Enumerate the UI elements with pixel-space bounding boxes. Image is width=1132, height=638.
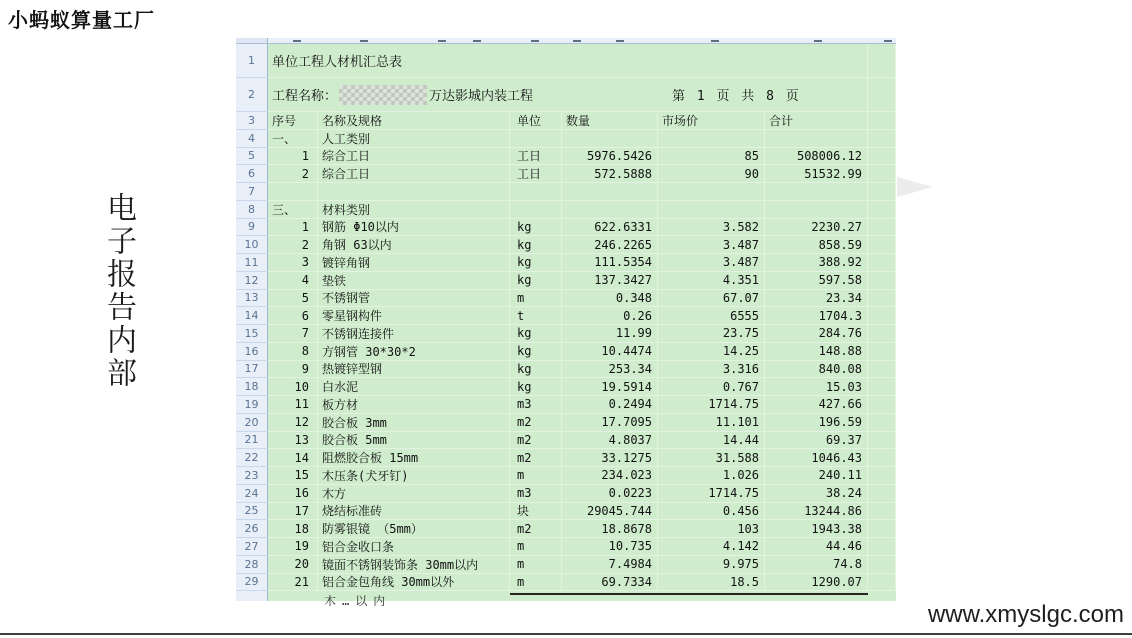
cell-unit[interactable]: 工日 [510,148,562,166]
row-number[interactable]: 3 [236,112,268,130]
table-row [236,520,896,538]
cell-unit[interactable]: m [510,467,562,485]
cell-total[interactable]: 508006.12 [765,148,868,166]
cell-name[interactable]: 综合工日 [318,165,510,183]
cell-extra[interactable] [868,325,896,343]
cell-seq[interactable]: 15 [268,467,318,485]
cell-qty[interactable]: 10.4474 [562,343,658,361]
table-row [236,432,896,450]
sheet-title: 单位工程人材机汇总表 [272,55,403,70]
cell-extra[interactable] [868,201,896,219]
cell-seq[interactable]: 14 [268,449,318,467]
cell-extra[interactable] [868,254,896,272]
cell-unit[interactable]: kg [510,325,562,343]
cell-name[interactable]: 烧结标准砖 [318,503,510,521]
row-number[interactable]: 27 [236,538,268,556]
cell-qty[interactable]: 17.7095 [562,414,658,432]
row-number[interactable]: 17 [236,361,268,379]
cell-price[interactable]: 103 [658,520,765,538]
cell-qty[interactable]: 69.7334 [562,574,658,592]
summary-row-top-border [510,593,868,595]
row-number[interactable]: 19 [236,396,268,414]
cell-seq[interactable]: 11 [268,396,318,414]
cell-name[interactable]: 不锈钢管 [318,290,510,308]
table-row [236,44,896,78]
row-number[interactable]: 14 [236,307,268,325]
cell-name[interactable]: 人工类别 [318,130,510,148]
watermark-vertical-left: 电子报告内部 [101,192,136,390]
cell-seq[interactable]: 10 [268,378,318,396]
cell-extra[interactable] [868,183,896,201]
row-number[interactable]: 26 [236,520,268,538]
cell-total[interactable]: 840.08 [765,361,868,379]
cell-qty[interactable]: 19.5914 [562,378,658,396]
table-row [236,165,896,183]
cell-name[interactable]: 木压条(犬牙钉) [318,467,510,485]
cell-qty[interactable]: 4.8037 [562,432,658,450]
column-letter-remnant [293,40,301,42]
table-header-row [236,112,896,130]
cell-extra[interactable] [868,148,896,166]
cell-qty[interactable]: 622.6331 [562,219,658,237]
cell-name[interactable]: 综合工日 [318,148,510,166]
cell-name[interactable]: 胶合板 5mm [318,432,510,450]
table-row [236,148,896,166]
cell-qty[interactable]: 33.1275 [562,449,658,467]
table-row-partial [236,591,896,609]
cell-qty[interactable]: 572.5888 [562,165,658,183]
cell-name[interactable]: 材料类别 [318,201,510,219]
bottom-border-line [0,633,1132,635]
row-number[interactable]: 15 [236,325,268,343]
cell-price[interactable] [658,201,765,219]
cell-extra[interactable] [868,78,896,112]
cell-name[interactable]: 镀锌角钢 [318,254,510,272]
cell-seq[interactable]: 1 [268,219,318,237]
cell-unit[interactable] [510,201,562,219]
row-number[interactable]: 9 [236,219,268,237]
cell-extra[interactable] [868,272,896,290]
cell-name[interactable]: 板方材 [318,396,510,414]
cell-unit[interactable]: 块 [510,503,562,521]
cell-total[interactable]: 74.8 [765,556,868,574]
cell-qty[interactable]: 0.2494 [562,396,658,414]
cell-qty[interactable]: 253.34 [562,361,658,379]
cell-name[interactable]: 热镀锌型钢 [318,361,510,379]
cell-name[interactable]: 铝合金收口条 [318,538,510,556]
column-letter-remnant [814,40,822,42]
cell-name[interactable]: 白水泥 [318,378,510,396]
column-letter-remnant [616,40,624,42]
cell-extra[interactable] [868,219,896,237]
cell-unit[interactable] [510,183,562,201]
column-header-seq[interactable]: 序号 [268,112,318,130]
cell-unit[interactable]: kg [510,219,562,237]
cell-qty[interactable]: 18.8678 [562,520,658,538]
cell-extra[interactable] [868,112,896,130]
table-body [236,130,896,592]
cell-seq[interactable]: 12 [268,414,318,432]
cell-name[interactable]: 胶合板 3mm [318,414,510,432]
column-letter-remnant [573,40,581,42]
cell-project-name[interactable] [268,78,868,112]
table-row [236,574,896,592]
pointer-arrow-icon [897,177,933,197]
table-row [236,201,896,219]
cell-name[interactable]: 零星钢构件 [318,307,510,325]
cell-unit[interactable]: m [510,538,562,556]
column-letter-remnant [473,40,481,42]
cell-price[interactable]: 31.588 [658,449,765,467]
cell-price[interactable]: 1714.75 [658,485,765,503]
row-number[interactable]: 6 [236,165,268,183]
select-all-corner[interactable] [236,38,268,43]
cell-extra[interactable] [868,503,896,521]
cell-extra[interactable] [868,520,896,538]
cell-total[interactable]: 13244.86 [765,503,868,521]
cell-seq[interactable]: 7 [268,325,318,343]
cell-total[interactable]: 23.34 [765,290,868,308]
cell-qty[interactable]: 0.26 [562,307,658,325]
cell-name[interactable]: 不锈钢连接件 [318,325,510,343]
cell-total[interactable] [765,183,868,201]
cell-extra[interactable] [868,432,896,450]
cell-price[interactable]: 3.487 [658,236,765,254]
cell-seq[interactable]: 20 [268,556,318,574]
row-number[interactable]: 5 [236,148,268,166]
cell-seq[interactable]: 5 [268,290,318,308]
cell-qty[interactable]: 29045.744 [562,503,658,521]
cell-unit[interactable]: kg [510,343,562,361]
table-row [236,78,896,112]
cell-name[interactable]: 木方 [318,485,510,503]
column-letter-remnant [711,40,719,42]
cell-qty[interactable]: 137.3427 [562,272,658,290]
table-row [236,503,896,521]
cell-qty[interactable] [562,183,658,201]
cell-total[interactable]: 1704.3 [765,307,868,325]
row-number[interactable]: 11 [236,254,268,272]
cell-total[interactable]: 858.59 [765,236,868,254]
cell-total[interactable]: 427.66 [765,396,868,414]
row-number[interactable]: 4 [236,130,268,148]
cell-sheet-title[interactable] [268,44,868,78]
cell-total[interactable]: 240.11 [765,467,868,485]
cell-seq[interactable]: 13 [268,432,318,450]
cell-total[interactable]: 1943.38 [765,520,868,538]
cell-price[interactable]: 11.101 [658,414,765,432]
cell-unit[interactable]: kg [510,272,562,290]
table-row [236,414,896,432]
cell-seq[interactable]: 19 [268,538,318,556]
column-header-price[interactable]: 市场价 [658,112,765,130]
cell-seq[interactable]: 2 [268,165,318,183]
cell-total[interactable]: 2230.27 [765,219,868,237]
redaction-mosaic [339,85,427,105]
row-number[interactable]: 12 [236,272,268,290]
cell-extra[interactable] [868,236,896,254]
cell-price[interactable]: 0.767 [658,378,765,396]
cell-seq[interactable]: 1 [268,148,318,166]
table-row [236,219,896,237]
cell-total[interactable]: 38.24 [765,485,868,503]
cell-unit[interactable]: m3 [510,396,562,414]
cell-extra[interactable] [868,165,896,183]
cell-price[interactable]: 23.75 [658,325,765,343]
cell-total[interactable]: 51532.99 [765,165,868,183]
row-number[interactable]: 23 [236,467,268,485]
cell-seq[interactable]: 三、 [268,201,318,219]
cell-seq[interactable]: 一、 [268,130,318,148]
cell-extra[interactable] [868,538,896,556]
row-number[interactable]: 20 [236,414,268,432]
cell-extra[interactable] [868,307,896,325]
cell-qty[interactable]: 5976.5426 [562,148,658,166]
cell-extra[interactable] [868,361,896,379]
row-number[interactable]: 24 [236,485,268,503]
cell-extra[interactable] [868,378,896,396]
cell-seq[interactable]: 9 [268,361,318,379]
cell-unit[interactable]: m3 [510,485,562,503]
page-info: 第 1 页 共 8 页 [672,89,801,104]
cell-price[interactable]: 14.44 [658,432,765,450]
cell-price[interactable]: 4.142 [658,538,765,556]
row-number[interactable]: 13 [236,290,268,308]
table-row [236,538,896,556]
cell-unit[interactable]: kg [510,378,562,396]
row-number[interactable]: 1 [236,44,268,78]
cell-unit[interactable]: m [510,556,562,574]
row-number[interactable]: 8 [236,201,268,219]
cell-extra[interactable] [868,556,896,574]
table-row [236,449,896,467]
cell-price[interactable]: 4.351 [658,272,765,290]
cell-price[interactable]: 67.07 [658,290,765,308]
cell-name[interactable]: 防雾银镜 （5mm） [318,520,510,538]
table-row [236,361,896,379]
row-number[interactable]: 18 [236,378,268,396]
cell-extra[interactable] [868,574,896,592]
cell-qty[interactable]: 111.5354 [562,254,658,272]
cell-total[interactable]: 284.76 [765,325,868,343]
project-label: 工程名称： [272,89,338,104]
column-header-unit[interactable]: 单位 [510,112,562,130]
row-number[interactable]: 10 [236,236,268,254]
cell-seq[interactable]: 2 [268,236,318,254]
watermark-top-left: 小蚂蚁算量工厂 [8,10,155,32]
cell-seq[interactable]: 6 [268,307,318,325]
table-row [236,467,896,485]
column-header-name[interactable]: 名称及规格 [318,112,510,130]
column-header-qty[interactable]: 数量 [562,112,658,130]
cell-unit[interactable]: kg [510,236,562,254]
cell-total[interactable]: 69.37 [765,432,868,450]
cell-unit[interactable]: m2 [510,520,562,538]
row-number[interactable]: 7 [236,183,268,201]
cell-unit[interactable]: m [510,574,562,592]
cell-price[interactable]: 18.5 [658,574,765,592]
column-letter-remnant [531,40,539,42]
column-letter-remnant [360,40,368,42]
cell-extra[interactable] [868,485,896,503]
cell-unit[interactable] [510,130,562,148]
cell-name[interactable]: 钢筋 Φ10以内 [318,219,510,237]
cell-seq[interactable]: 21 [268,574,318,592]
spreadsheet-region [236,38,896,609]
cell-name[interactable]: 方钢管 30*30*2 [318,343,510,361]
cell-total[interactable]: 597.58 [765,272,868,290]
cell-price[interactable]: 1.026 [658,467,765,485]
table-row [236,556,896,574]
cell-seq[interactable]: 8 [268,343,318,361]
table-row [236,343,896,361]
partial-row-text: 木…以内 [324,594,392,609]
cell-qty[interactable]: 0.348 [562,290,658,308]
cell-seq[interactable]: 18 [268,520,318,538]
row-number[interactable]: 16 [236,343,268,361]
table-row [236,396,896,414]
table-row [236,236,896,254]
cell-extra[interactable] [868,130,896,148]
cell-extra[interactable] [868,449,896,467]
cell-qty[interactable]: 7.4984 [562,556,658,574]
cell-total[interactable] [765,130,868,148]
row-number[interactable]: 21 [236,432,268,450]
cell-name[interactable]: 垫铁 [318,272,510,290]
cell-seq[interactable] [268,183,318,201]
cell-seq[interactable]: 4 [268,272,318,290]
row-number [236,591,268,601]
cell-price[interactable]: 6555 [658,307,765,325]
cell-extra[interactable] [868,290,896,308]
table-row [236,378,896,396]
cell-name[interactable]: 镜面不锈钢装饰条 30mm以内 [318,556,510,574]
cell-total[interactable]: 1290.07 [765,574,868,592]
cell-unit[interactable]: m2 [510,432,562,450]
cell-name[interactable]: 铝合金包角线 30mm以外 [318,574,510,592]
cell-extra[interactable] [868,414,896,432]
cell-qty[interactable]: 246.2265 [562,236,658,254]
cell-seq[interactable]: 16 [268,485,318,503]
cell-qty[interactable] [562,201,658,219]
table-row [236,307,896,325]
row-number[interactable]: 2 [236,78,268,112]
cell-price[interactable]: 1714.75 [658,396,765,414]
cell-total[interactable]: 148.88 [765,343,868,361]
cell-seq[interactable]: 17 [268,503,318,521]
cell-unit[interactable]: m2 [510,414,562,432]
cell-unit[interactable]: kg [510,361,562,379]
table-row [236,485,896,503]
cell-extra[interactable] [868,396,896,414]
cell-name[interactable]: 角钢 63以内 [318,236,510,254]
cell-extra[interactable] [868,343,896,361]
cell-price[interactable]: 3.316 [658,361,765,379]
cell-unit[interactable]: 工日 [510,165,562,183]
table-row [236,130,896,148]
cell-qty[interactable] [562,130,658,148]
row-number[interactable]: 22 [236,449,268,467]
cell-extra[interactable] [868,44,896,78]
cell-price[interactable]: 0.456 [658,503,765,521]
cell-price[interactable]: 3.487 [658,254,765,272]
column-letter-remnant [438,40,446,42]
cell-price[interactable] [658,130,765,148]
cell-unit[interactable]: t [510,307,562,325]
cell-qty[interactable]: 10.735 [562,538,658,556]
column-letter-remnant [884,40,892,42]
cell-price[interactable]: 3.582 [658,219,765,237]
cell-unit[interactable]: kg [510,254,562,272]
project-name: 万达影城内装工程 [429,89,534,104]
cell-qty[interactable]: 0.0223 [562,485,658,503]
cell-price[interactable]: 14.25 [658,343,765,361]
column-header-total[interactable]: 合计 [765,112,868,130]
cell-unit[interactable]: m2 [510,449,562,467]
cell-price[interactable]: 85 [658,148,765,166]
row-number[interactable]: 28 [236,556,268,574]
cell-total[interactable]: 388.92 [765,254,868,272]
cell-extra[interactable] [868,467,896,485]
cell-total[interactable] [765,201,868,219]
cell-qty[interactable]: 11.99 [562,325,658,343]
table-row [236,183,896,201]
cell-total[interactable]: 1046.43 [765,449,868,467]
cell-name[interactable] [318,183,510,201]
cell-total[interactable]: 15.03 [765,378,868,396]
table-row [236,254,896,272]
cell-price[interactable] [658,183,765,201]
row-number[interactable]: 29 [236,574,268,592]
cell-price[interactable]: 9.975 [658,556,765,574]
watermark-url: www.xmyslgc.com [927,601,1124,628]
table-row [236,272,896,290]
cell-seq[interactable]: 3 [268,254,318,272]
cell-qty[interactable]: 234.023 [562,467,658,485]
cell-price[interactable]: 90 [658,165,765,183]
cell-total[interactable]: 196.59 [765,414,868,432]
cell-name[interactable]: 阻燃胶合板 15mm [318,449,510,467]
cell-total[interactable]: 44.46 [765,538,868,556]
table-row [236,325,896,343]
table-row [236,290,896,308]
row-number[interactable]: 25 [236,503,268,521]
cell-unit[interactable]: m [510,290,562,308]
